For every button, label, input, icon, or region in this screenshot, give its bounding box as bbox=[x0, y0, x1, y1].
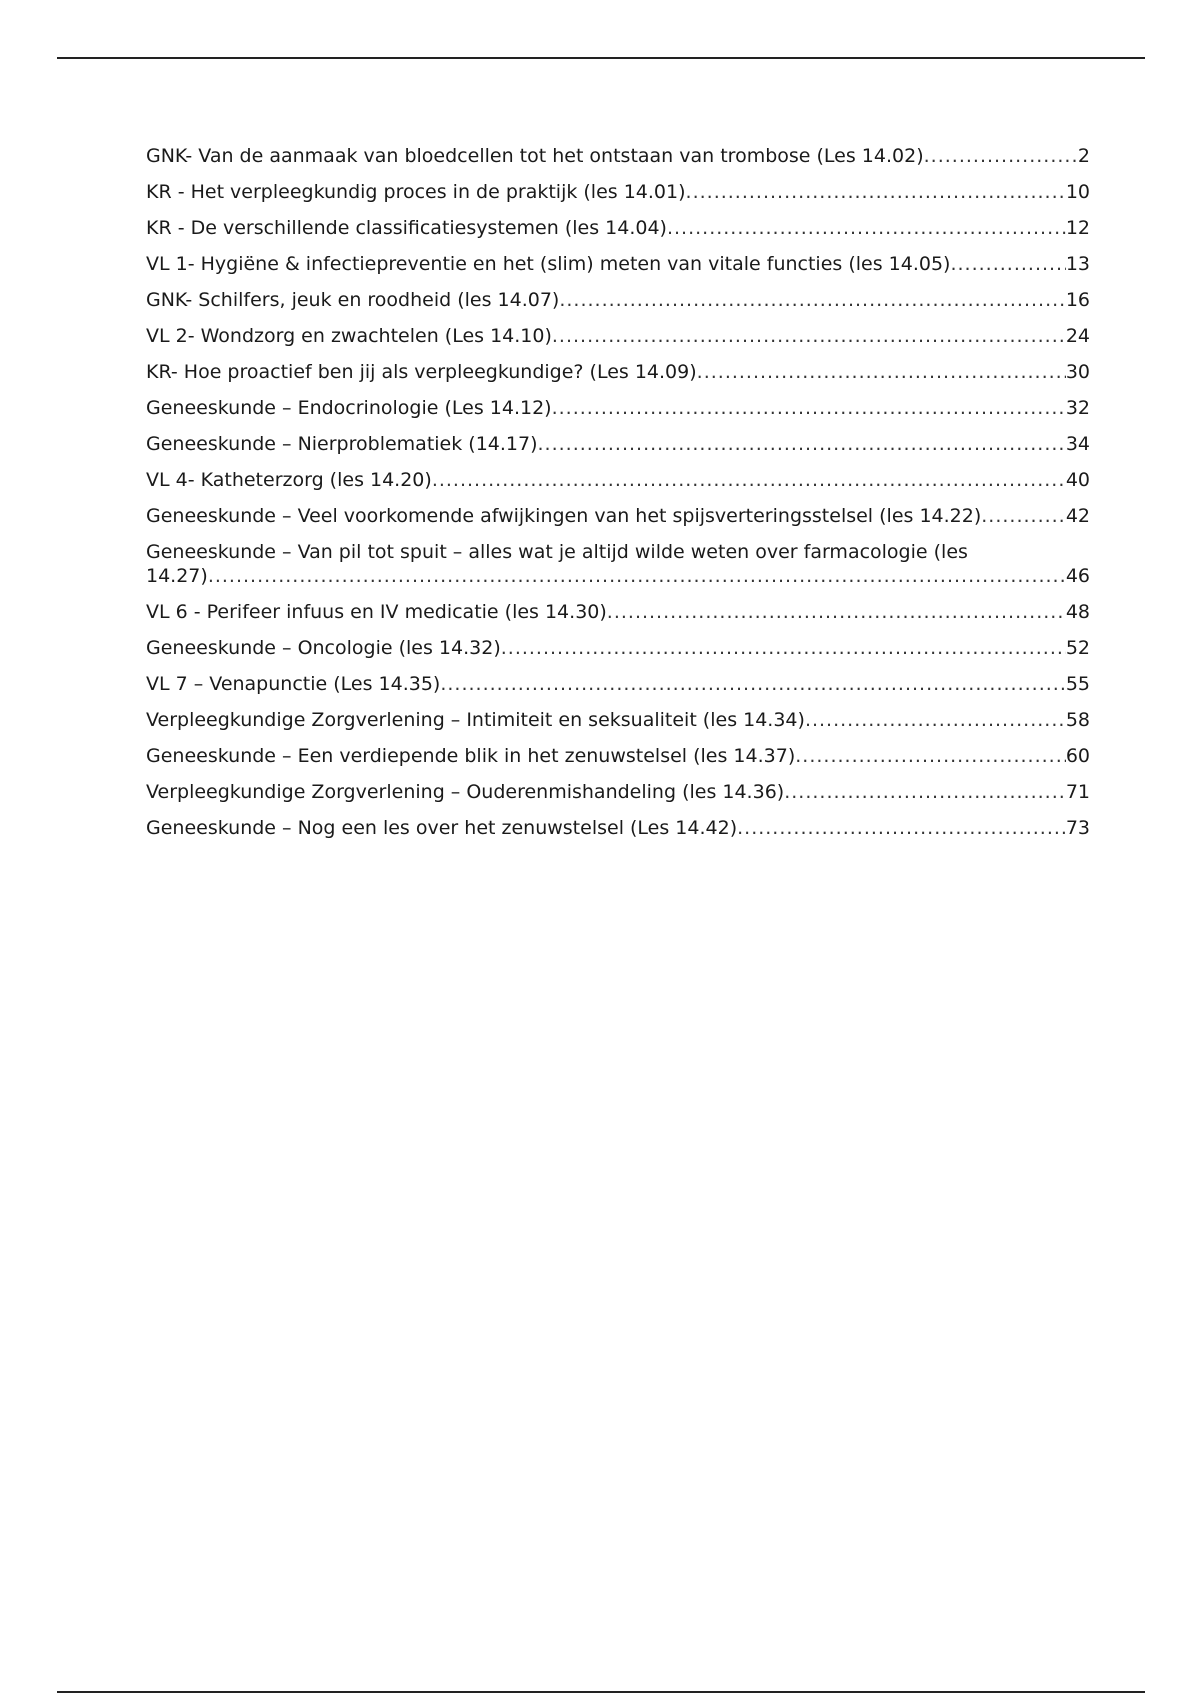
toc-entry[interactable] bbox=[146, 504, 1090, 528]
toc-entry[interactable] bbox=[146, 708, 1090, 732]
table-of-contents bbox=[146, 144, 1090, 852]
toc-entry-title: Geneeskunde – Nog een les over het zenuwstelsel (Les 14.42) bbox=[146, 817, 738, 839]
toc-dot-leader bbox=[924, 144, 1078, 168]
toc-dot-leader bbox=[737, 816, 1066, 840]
toc-entry-page: 34 bbox=[1065, 433, 1090, 455]
toc-entry-page: 13 bbox=[1065, 253, 1090, 275]
toc-dot-leader bbox=[432, 468, 1066, 492]
toc-entry[interactable] bbox=[146, 396, 1090, 420]
toc-entry[interactable] bbox=[146, 672, 1090, 696]
toc-dot-leader bbox=[501, 636, 1066, 660]
toc-dot-leader bbox=[538, 432, 1066, 456]
toc-entry-title: GNK- Schilfers, jeuk en roodheid (les 14.07) bbox=[146, 289, 560, 311]
toc-entry-page: 32 bbox=[1065, 397, 1090, 419]
toc-entry-title: VL 1- Hygiëne & infectiepreventie en het (slim) meten van vitale functies (les 14.05) bbox=[146, 253, 951, 275]
toc-dot-leader bbox=[805, 708, 1066, 732]
toc-entry-page: 73 bbox=[1065, 817, 1090, 839]
toc-entry-page: 40 bbox=[1065, 469, 1090, 491]
toc-dot-leader bbox=[784, 780, 1066, 804]
toc-dot-leader bbox=[552, 396, 1066, 420]
toc-entry[interactable] bbox=[146, 600, 1090, 624]
toc-entry[interactable] bbox=[146, 780, 1090, 804]
toc-entry[interactable] bbox=[146, 816, 1090, 840]
toc-entry-title: VL 7 – Venapunctie (Les 14.35) bbox=[146, 673, 441, 695]
toc-dot-leader bbox=[686, 180, 1066, 204]
toc-entry-title: VL 6 - Perifeer infuus en IV medicatie (les 14.30) bbox=[146, 601, 607, 623]
toc-entry-title: Geneeskunde – Veel voorkomende afwijkingen van het spijsverteringsstelsel (les 14.22) bbox=[146, 505, 982, 527]
toc-entry-title: Geneeskunde – Een verdiepende blik in het zenuwstelsel (les 14.37) bbox=[146, 745, 796, 767]
toc-entry-title-continued: 14.27) bbox=[146, 565, 208, 587]
toc-entry[interactable] bbox=[146, 288, 1090, 312]
toc-entry-title: Geneeskunde – Oncologie (les 14.32) bbox=[146, 637, 501, 659]
toc-entry-title: Verpleegkundige Zorgverlening – Ouderenmishandeling (les 14.36) bbox=[146, 781, 785, 803]
toc-entry-page: 58 bbox=[1065, 709, 1090, 731]
toc-entry[interactable] bbox=[146, 216, 1090, 240]
toc-entry-page: 10 bbox=[1065, 181, 1090, 203]
toc-entry-page: 55 bbox=[1065, 673, 1090, 695]
toc-entry[interactable] bbox=[146, 252, 1090, 276]
toc-entry-title: Geneeskunde – Van pil tot spuit – alles wat je altijd wilde weten over farmacologie (les bbox=[146, 541, 968, 563]
toc-entry-title: GNK- Van de aanmaak van bloedcellen tot het ontstaan van trombose (Les 14.02) bbox=[146, 145, 924, 167]
toc-entry-page: 60 bbox=[1065, 745, 1090, 767]
toc-entry[interactable] bbox=[146, 144, 1090, 168]
toc-entry-page: 12 bbox=[1065, 217, 1090, 239]
toc-entry[interactable] bbox=[146, 432, 1090, 456]
toc-entry[interactable] bbox=[146, 468, 1090, 492]
toc-entry-page: 16 bbox=[1065, 289, 1090, 311]
toc-entry-title: Geneeskunde – Nierproblematiek (14.17) bbox=[146, 433, 538, 455]
toc-dot-leader bbox=[607, 600, 1066, 624]
toc-entry-title: VL 2- Wondzorg en zwachtelen (Les 14.10) bbox=[146, 325, 552, 347]
toc-entry-page: 46 bbox=[1065, 565, 1090, 587]
toc-entry-title: Verpleegkundige Zorgverlening – Intimiteit en seksualiteit (les 14.34) bbox=[146, 709, 805, 731]
toc-entry-title: VL 4- Katheterzorg (les 14.20) bbox=[146, 469, 432, 491]
toc-entry-page: 52 bbox=[1065, 637, 1090, 659]
toc-dot-leader bbox=[697, 360, 1066, 384]
toc-entry[interactable] bbox=[146, 744, 1090, 768]
toc-entry-title: Geneeskunde – Endocrinologie (Les 14.12) bbox=[146, 397, 552, 419]
toc-dot-leader bbox=[559, 288, 1065, 312]
toc-dot-leader bbox=[667, 216, 1066, 240]
toc-entry-continuation bbox=[146, 564, 1090, 588]
toc-entry[interactable] bbox=[146, 360, 1090, 384]
toc-entry-title: KR - Het verpleegkundig proces in de praktijk (les 14.01) bbox=[146, 181, 686, 203]
toc-dot-leader bbox=[950, 252, 1065, 276]
toc-entry[interactable] bbox=[146, 324, 1090, 348]
toc-entry-page: 24 bbox=[1065, 325, 1090, 347]
toc-entry-page: 30 bbox=[1065, 361, 1090, 383]
toc-entry-page: 42 bbox=[1065, 505, 1090, 527]
toc-entry-title: KR- Hoe proactief ben jij als verpleegkundige? (Les 14.09) bbox=[146, 361, 697, 383]
toc-dot-leader bbox=[795, 744, 1066, 768]
toc-dot-leader bbox=[208, 564, 1066, 588]
toc-dot-leader bbox=[440, 672, 1065, 696]
toc-dot-leader bbox=[981, 504, 1066, 528]
header-rule bbox=[57, 57, 1145, 59]
toc-entry-title: KR - De verschillende classificatiesystemen (les 14.04) bbox=[146, 217, 667, 239]
toc-dot-leader bbox=[552, 324, 1066, 348]
footer-rule bbox=[57, 1691, 1145, 1693]
toc-entry-page: 71 bbox=[1065, 781, 1090, 803]
toc-entry[interactable] bbox=[146, 636, 1090, 660]
toc-entry[interactable] bbox=[146, 180, 1090, 204]
toc-entry[interactable] bbox=[146, 540, 1090, 588]
toc-entry-page: 48 bbox=[1065, 601, 1090, 623]
toc-entry-page: 2 bbox=[1077, 145, 1090, 167]
